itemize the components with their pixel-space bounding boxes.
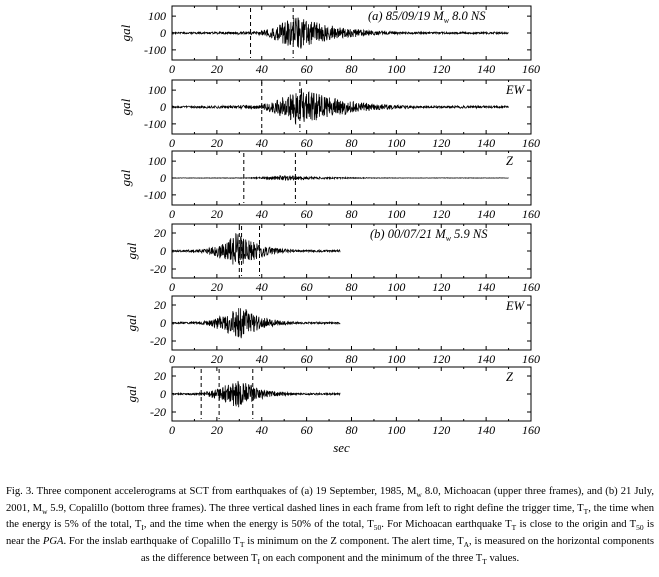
x-tick-label: 60	[300, 62, 313, 76]
x-tick-label: 140	[477, 207, 496, 221]
x-tick-label: 60	[300, 136, 313, 150]
y-tick-label: -20	[150, 405, 166, 419]
y-tick-label: -20	[150, 334, 166, 348]
y-tick-label: 0	[160, 387, 166, 401]
x-tick-label: 40	[255, 207, 268, 221]
x-tick-label: 160	[522, 352, 540, 366]
y-tick-label: 0	[160, 244, 166, 258]
seismogram-trace	[172, 176, 509, 181]
y-tick-label: 0	[160, 26, 166, 40]
x-tick-label: 20	[210, 423, 223, 437]
x-tick-label: 120	[432, 207, 451, 221]
y-tick-label: 100	[148, 83, 166, 98]
x-tick-label: 80	[345, 423, 358, 437]
x-tick-label: 100	[387, 207, 406, 221]
x-tick-label: 60	[300, 423, 313, 437]
x-tick-label: 60	[300, 280, 313, 294]
x-tick-label: 20	[210, 136, 223, 150]
x-tick-label: 100	[387, 423, 406, 437]
y-tick-label: -100	[144, 116, 166, 131]
x-tick-label: 120	[432, 423, 451, 437]
frame-label: EW	[506, 83, 525, 97]
x-tick-label: 120	[432, 136, 451, 150]
x-tick-label: 60	[300, 207, 313, 221]
y-tick-label: 20	[154, 226, 166, 240]
x-tick-label: 120	[432, 280, 451, 294]
x-tick-label: 160	[522, 423, 540, 437]
x-tick-label: 140	[477, 280, 496, 294]
frame-label: Z	[506, 370, 513, 384]
x-tick-label: 0	[169, 352, 175, 366]
x-tick-label: 100	[387, 280, 406, 294]
y-axis-label: gal	[118, 24, 133, 42]
y-axis-label: gal	[118, 169, 133, 187]
x-tick-label: 140	[477, 62, 496, 76]
x-tick-label: 140	[477, 423, 496, 437]
y-axis-label: gal	[118, 98, 133, 116]
y-tick-label: -100	[144, 187, 166, 202]
x-tick-label: 160	[522, 207, 540, 221]
x-tick-label: 160	[522, 62, 540, 76]
x-tick-label: 140	[477, 136, 496, 150]
y-tick-label: 0	[160, 171, 166, 185]
x-tick-label: 160	[522, 280, 540, 294]
frame-label: (b) 00/07/21 $M_w$ 5.9 NS	[370, 227, 488, 243]
y-tick-label: -100	[144, 42, 166, 57]
y-tick-label: 0	[160, 100, 166, 114]
y-tick-label: 100	[148, 9, 166, 24]
x-tick-label: 20	[210, 62, 223, 76]
x-tick-label: 100	[387, 62, 406, 76]
x-tick-label: 0	[169, 423, 175, 437]
x-tick-label: 60	[300, 352, 313, 366]
frame-label: EW	[506, 299, 525, 313]
x-axis-label: sec	[333, 440, 350, 455]
seismogram-trace	[172, 308, 340, 338]
x-tick-label: 80	[345, 280, 358, 294]
x-tick-label: 0	[169, 62, 175, 76]
y-tick-label: 20	[154, 369, 166, 383]
x-tick-label: 0	[169, 280, 175, 294]
y-tick-label: -20	[150, 262, 166, 276]
x-tick-label: 0	[169, 136, 175, 150]
y-axis-label: gal	[124, 314, 139, 332]
x-tick-label: 100	[387, 352, 406, 366]
y-axis-label: gal	[124, 385, 139, 403]
x-tick-label: 40	[255, 136, 268, 150]
y-axis-label: gal	[124, 242, 139, 260]
x-tick-label: 40	[255, 423, 268, 437]
x-tick-label: 120	[432, 62, 451, 76]
frame-label: Z	[506, 154, 513, 168]
x-tick-label: 40	[255, 280, 268, 294]
y-tick-label: 20	[154, 298, 166, 312]
x-tick-label: 20	[210, 207, 223, 221]
x-tick-label: 160	[522, 136, 540, 150]
x-tick-label: 20	[210, 352, 223, 366]
x-tick-label: 120	[432, 352, 451, 366]
seismogram-trace	[172, 381, 340, 407]
x-tick-label: 140	[477, 352, 496, 366]
x-tick-label: 20	[210, 280, 223, 294]
seismogram-trace	[172, 234, 340, 265]
y-tick-label: 0	[160, 316, 166, 330]
x-tick-label: 40	[255, 62, 268, 76]
frame-label: (a) 85/09/19 $M_w$ 8.0 NS	[368, 9, 486, 25]
x-tick-label: 0	[169, 207, 175, 221]
x-tick-label: 80	[345, 62, 358, 76]
x-tick-label: 80	[345, 136, 358, 150]
x-tick-label: 80	[345, 352, 358, 366]
x-tick-label: 80	[345, 207, 358, 221]
seismogram-trace	[172, 88, 509, 123]
y-tick-label: 100	[148, 154, 166, 169]
figure-caption: Fig. 3. Three component accelerograms at SCT from earthquakes of (a) 19 September, 1985, $M_w$ 8.0, Michoacan (upper three frames), and (b) 21 July, 2001, $M_w$ 5.9, Copalillo (bottom three frames). The three vertical dashed lines in each frame from left to right define the trigger time, $T_T$, the time when the energy is 5% of the total, $T_I$, and the time when the energy is 50% of the total, $T_{50}$. For Michoacan earthquake $T_T$ is close to the origin and $T_{50}$ is near the PGA. For the inslab earthquake of Copalillo $T_T$ is minimum on the Z component. The alert time, $T_A$, is measured on the horizontal components as the difference between $T_I$ on each component and the minimum of the three $T_T$ values.	[6, 486, 655, 566]
x-tick-label: 100	[387, 136, 406, 150]
x-tick-label: 40	[255, 352, 268, 366]
